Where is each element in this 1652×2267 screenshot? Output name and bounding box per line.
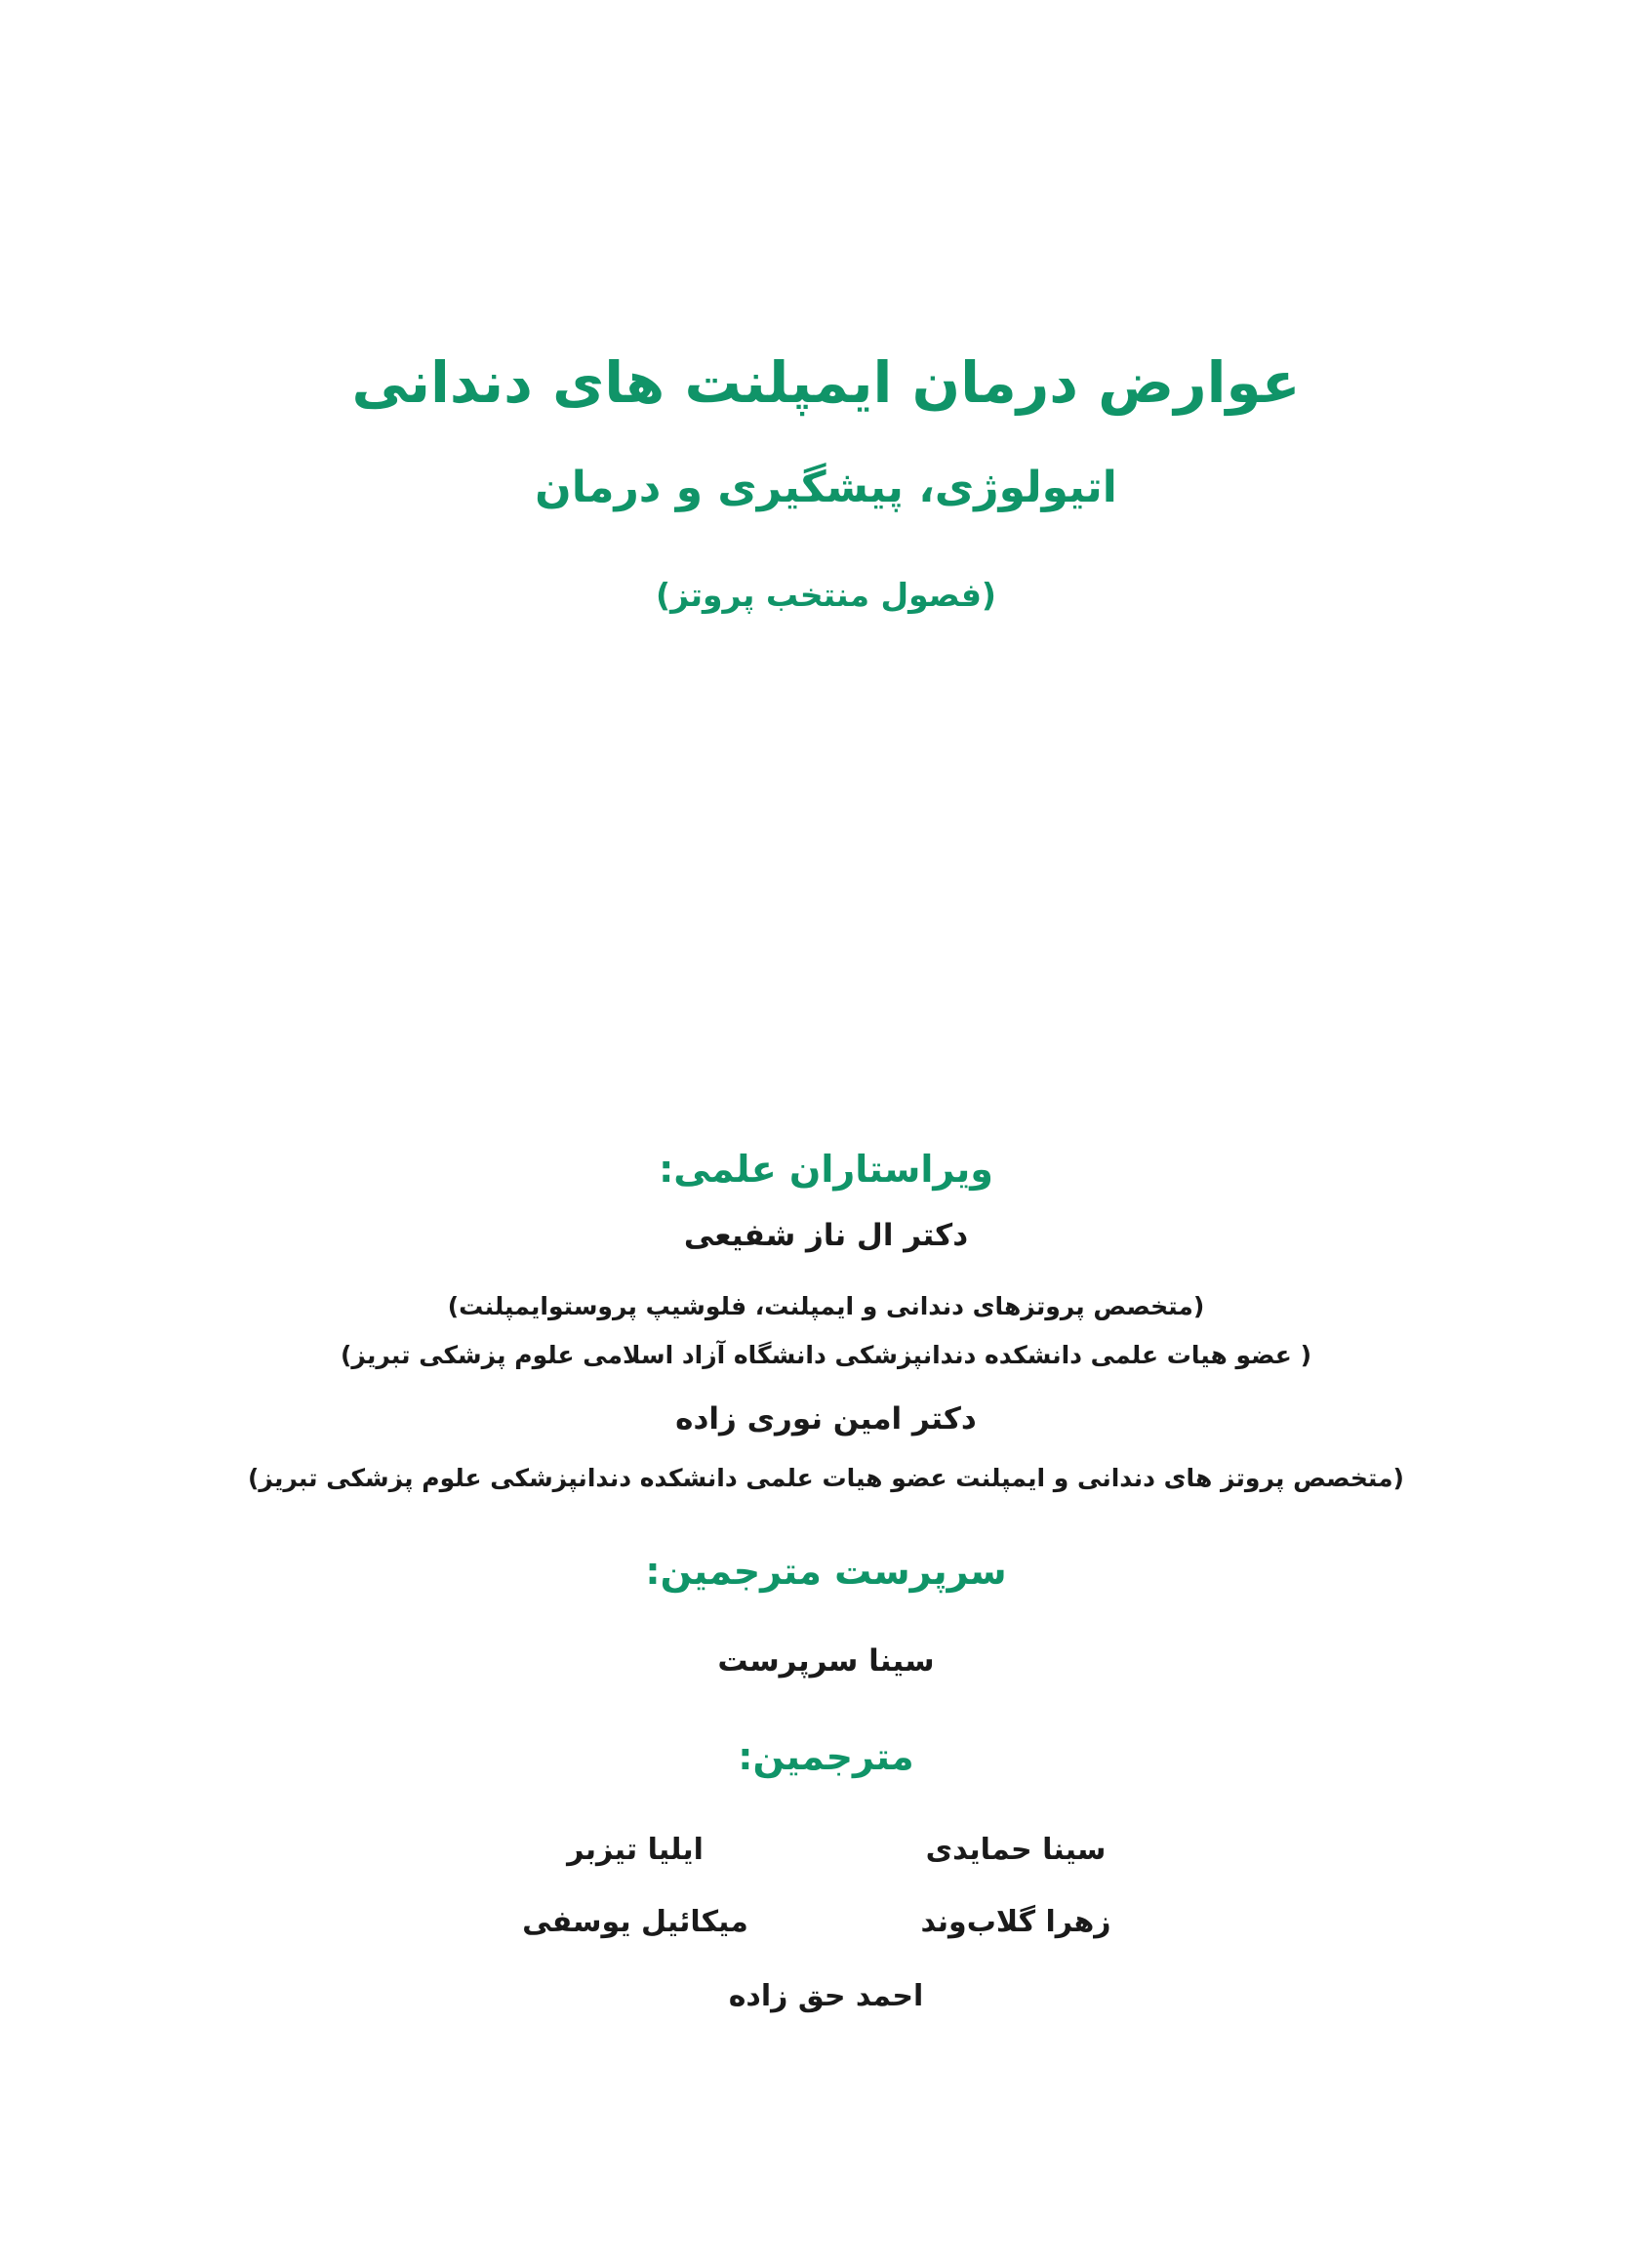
book-subtitle-note: (فصول منتخب پروتز) (655, 576, 997, 614)
editor-credential-line: (متخصص پروتز های دندانی و ایمپلنت عضو هیات علمی دانشکده دندانپزشکی علوم پزشکی تبریز) (248, 1464, 1404, 1492)
editor-credential-line: ( عضو هیات علمی دانشکده دندانپزشکی دانشگاه آزاد اسلامی علوم پزشکی تبریز) (340, 1341, 1311, 1369)
editor-credential-line: (متخصص پروتزهای دندانی و ایمپلنت، فلوشیپ پروستوایمپلنت) (447, 1292, 1205, 1320)
translator-name: میکائیل یوسفی (522, 1905, 748, 1939)
book-title: عوارض درمان ایمپلنت های دندانی (351, 349, 1301, 416)
translator-name: احمد حق زاده (728, 1979, 924, 2013)
book-subtitle: اتیولوژی، پیشگیری و درمان (535, 463, 1117, 512)
translators-supervisor-name: سینا سرپرست (717, 1643, 935, 1679)
translator-name: ایلیا تیزبر (567, 1833, 704, 1867)
editor-name: دکتر امین نوری زاده (675, 1401, 977, 1437)
editor-name: دکتر ال ناز شفیعی (683, 1218, 969, 1253)
translators-supervisor-heading: سرپرست مترجمین: (645, 1550, 1007, 1593)
translators-row (445, 1833, 1206, 1867)
translator-name: زهرا گلاب‌وند (920, 1905, 1111, 1939)
translators-row (445, 1905, 1206, 1939)
translator-name: سینا حمایدی (925, 1833, 1107, 1867)
translators-heading: مترجمین: (738, 1735, 914, 1778)
scientific-editors-heading: ویراستاران علمی: (659, 1148, 993, 1191)
